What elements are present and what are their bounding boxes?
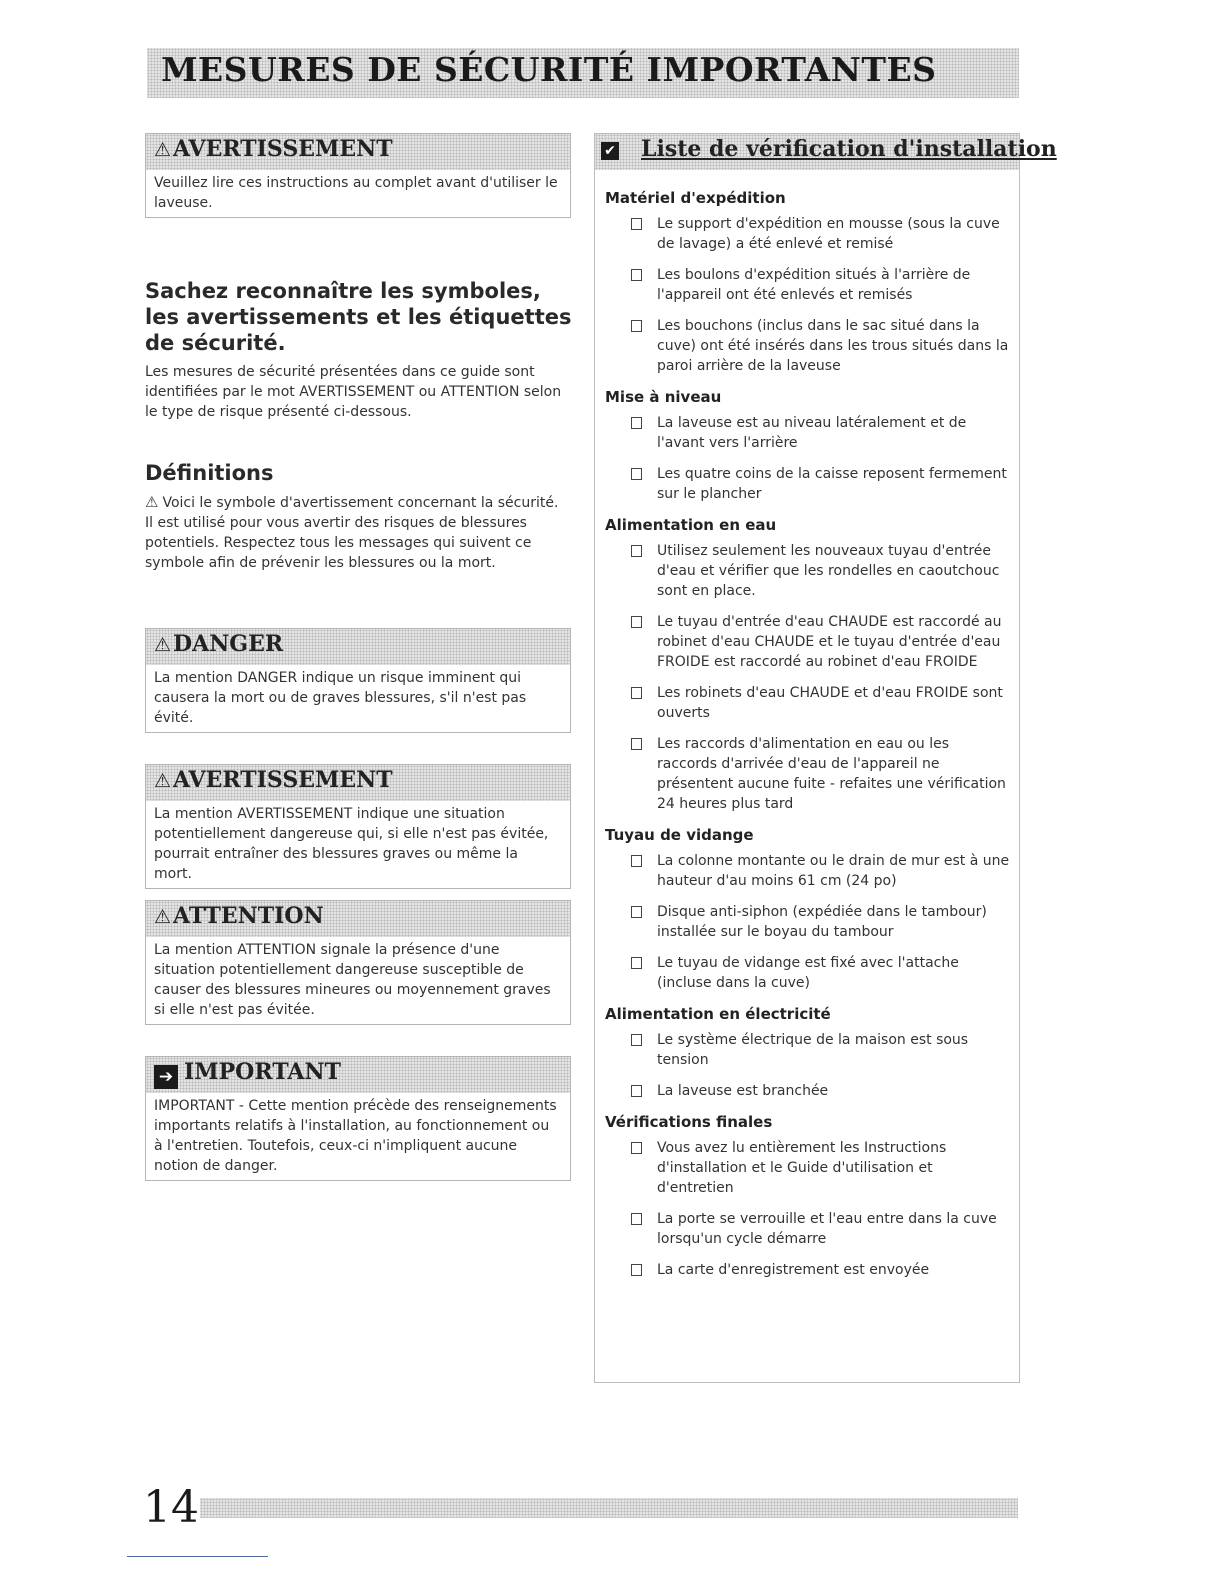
- important-header: [146, 1057, 570, 1093]
- checklist-section-title: Alimentation en eau: [605, 516, 777, 534]
- checklist-title: Liste de vérification d'installation: [641, 136, 1057, 162]
- warning-text: Veuillez lire ces instructions au complet avant d'utiliser le laveuse.: [154, 175, 558, 211]
- checklist-item-text: Utilisez seulement les nouveaux tuyau d'entrée d'eau et vérifier que les rondelles en caoutchouc sont en place.: [657, 543, 1000, 599]
- definitions-heading: Définitions: [145, 461, 274, 485]
- checklist-item-text: Les raccords d'alimentation en eau ou les raccords d'arrivée d'eau de l'appareil ne présentent aucune fuite - refaites une vérification 24 heures plus tard: [657, 736, 1006, 812]
- footer-bar: [200, 1498, 1018, 1518]
- checklist-item: [605, 612, 1013, 672]
- warning-triangle-icon: ⚠: [154, 634, 172, 656]
- avertissement-box: [145, 764, 571, 889]
- checklist-section: [605, 515, 1013, 814]
- attention-label: ATTENTION: [173, 903, 324, 929]
- avertissement-label: AVERTISSEMENT: [173, 767, 393, 793]
- checkbox[interactable]: [631, 687, 642, 699]
- warning-triangle-icon: ⚠: [154, 139, 172, 161]
- checklist-header: [595, 134, 1057, 170]
- checklist-item: [605, 265, 1013, 305]
- warning-triangle-icon: ⚠: [154, 770, 172, 792]
- definitions-paragraph: [145, 492, 570, 573]
- attention-box: [145, 900, 571, 1025]
- checklist-section: [605, 825, 1013, 993]
- warning-triangle-icon: ⚠: [145, 493, 159, 511]
- page-title: MESURES DE SÉCURITÉ IMPORTANTES: [161, 50, 937, 89]
- checklist-item: [605, 316, 1013, 376]
- arrow-right-icon: ➔: [154, 1065, 178, 1089]
- danger-box: [145, 628, 571, 733]
- checkbox[interactable]: [631, 1142, 642, 1154]
- checklist-section-title: Mise à niveau: [605, 388, 722, 406]
- avertissement-header: [146, 765, 570, 801]
- checklist-item: [605, 1030, 1013, 1070]
- checklist-item: [605, 1260, 1013, 1280]
- checkbox[interactable]: [631, 269, 642, 281]
- checkbox[interactable]: [631, 738, 642, 750]
- title-bar: [147, 48, 1019, 98]
- checklist-item: [605, 902, 1013, 942]
- danger-text: La mention DANGER indique un risque imminent qui causera la mort ou de graves blessures, s'il n'est pas évité.: [154, 670, 527, 726]
- checklist-item-text: Les boulons d'expédition situés à l'arrière de l'appareil ont été enlevés et remisés: [657, 267, 971, 303]
- checkbox[interactable]: [631, 1085, 642, 1097]
- checklist-section: [605, 188, 1013, 376]
- checkbox[interactable]: [631, 320, 642, 332]
- checklist-item: [605, 683, 1013, 723]
- checkbox[interactable]: [631, 855, 642, 867]
- danger-label: DANGER: [173, 631, 284, 657]
- important-label: IMPORTANT: [184, 1059, 341, 1085]
- warning-box: [145, 133, 571, 218]
- warning-header: [146, 134, 570, 170]
- checklist-item-text: Les quatre coins de la caisse reposent fermement sur le plancher: [657, 466, 1007, 502]
- checklist-item-text: La laveuse est branchée: [657, 1083, 829, 1099]
- danger-header: [146, 629, 570, 665]
- checklist-item: [605, 541, 1013, 601]
- warning-triangle-icon: ⚠: [154, 906, 172, 928]
- checkbox[interactable]: [631, 1213, 642, 1225]
- checkmark-icon: ✔: [601, 142, 619, 160]
- checkbox[interactable]: [631, 218, 642, 230]
- symbols-paragraph: Les mesures de sécurité présentées dans ce guide sont identifiées par le mot AVERTISSEMENT ou ATTENTION selon le type de risque présenté ci-dessous.: [145, 364, 562, 420]
- checklist-item-text: Le support d'expédition en mousse (sous la cuve de lavage) a été enlevé et remisé: [657, 216, 1000, 252]
- checklist-item: [605, 1138, 1013, 1198]
- checkbox[interactable]: [631, 1034, 642, 1046]
- checkbox[interactable]: [631, 545, 642, 557]
- definitions-text: Voici le symbole d'avertissement concernant la sécurité. Il est utilisé pour vous avertir des risques de blessures potentiels. Respectez tous les messages qui suivent ce symbole afin de prévenir les blessures ou la mort.: [145, 495, 559, 571]
- checklist-item-text: Les bouchons (inclus dans le sac situé dans la cuve) ont été insérés dans les trous situés dans la paroi arrière de la laveuse: [657, 318, 1009, 374]
- checklist-item: [605, 464, 1013, 504]
- important-text: IMPORTANT - Cette mention précède des renseignements importants relatifs à l'installation, au fonctionnement ou à l'entretien. Toutefois, ceux-ci n'impliquent aucune notion de danger.: [154, 1098, 557, 1174]
- checklist-item: [605, 1209, 1013, 1249]
- checklist-section: [605, 1004, 1013, 1101]
- checklist-item-text: Le système électrique de la maison est sous tension: [657, 1032, 969, 1068]
- checklist-item-text: Le tuyau d'entrée d'eau CHAUDE est raccordé au robinet d'eau CHAUDE et le tuyau d'entrée d'eau FROIDE est raccordé au robinet d'eau FROIDE: [657, 614, 1002, 670]
- checklist-item-text: La laveuse est au niveau latéralement et de l'avant vers l'arrière: [657, 415, 967, 451]
- checklist-item-text: La carte d'enregistrement est envoyée: [657, 1262, 930, 1278]
- checkbox[interactable]: [631, 957, 642, 969]
- checklist-item-text: Disque anti-siphon (expédiée dans le tambour) installée sur le boyau du tambour: [657, 904, 987, 940]
- checklist-item: [605, 953, 1013, 993]
- checklist-item: [605, 851, 1013, 891]
- checkbox[interactable]: [631, 616, 642, 628]
- checkbox[interactable]: [631, 1264, 642, 1276]
- checklist-item-text: La porte se verrouille et l'eau entre dans la cuve lorsqu'un cycle démarre: [657, 1211, 997, 1247]
- checklist-section: [605, 1112, 1013, 1280]
- symbols-heading: Sachez reconnaître les symboles, les avertissements et les étiquettes de sécurité.: [145, 279, 572, 355]
- installation-checklist: [594, 133, 1057, 1383]
- checklist-section-title: Tuyau de vidange: [605, 826, 754, 844]
- checklist-section: [605, 387, 1013, 504]
- footer-line: [127, 1556, 268, 1557]
- attention-header: [146, 901, 570, 937]
- checklist-content: [595, 170, 1019, 1280]
- page-number: 14: [143, 1482, 199, 1533]
- warning-label: AVERTISSEMENT: [173, 136, 393, 162]
- checklist-item-text: Les robinets d'eau CHAUDE et d'eau FROIDE sont ouverts: [657, 685, 1003, 721]
- checkbox[interactable]: [631, 468, 642, 480]
- checklist-item-text: Le tuyau de vidange est fixé avec l'attache (incluse dans la cuve): [657, 955, 959, 991]
- checklist-section-title: Matériel d'expédition: [605, 189, 786, 207]
- checklist-item: [605, 413, 1013, 453]
- checkbox[interactable]: [631, 417, 642, 429]
- checklist-item: [605, 734, 1013, 814]
- checklist-section-title: Vérifications finales: [605, 1113, 773, 1131]
- checklist-item: [605, 214, 1013, 254]
- checklist-item-text: Vous avez lu entièrement les Instructions d'installation et le Guide d'utilisation et d'entretien: [657, 1140, 947, 1196]
- avertissement-text: La mention AVERTISSEMENT indique une situation potentiellement dangereuse qui, si elle n'est pas évitée, pourrait entraîner des blessures graves ou même la mort.: [154, 806, 549, 882]
- important-box: [145, 1056, 571, 1181]
- checklist-section-title: Alimentation en électricité: [605, 1005, 831, 1023]
- attention-text: La mention ATTENTION signale la présence d'une situation potentiellement dangereuse susceptible de causer des blessures mineures ou moyennement graves si elle n'est pas évitée.: [154, 942, 551, 1018]
- checklist-item-text: La colonne montante ou le drain de mur est à une hauteur d'au moins 61 cm (24 po): [657, 853, 1010, 889]
- checklist-item: [605, 1081, 1013, 1101]
- checkbox[interactable]: [631, 906, 642, 918]
